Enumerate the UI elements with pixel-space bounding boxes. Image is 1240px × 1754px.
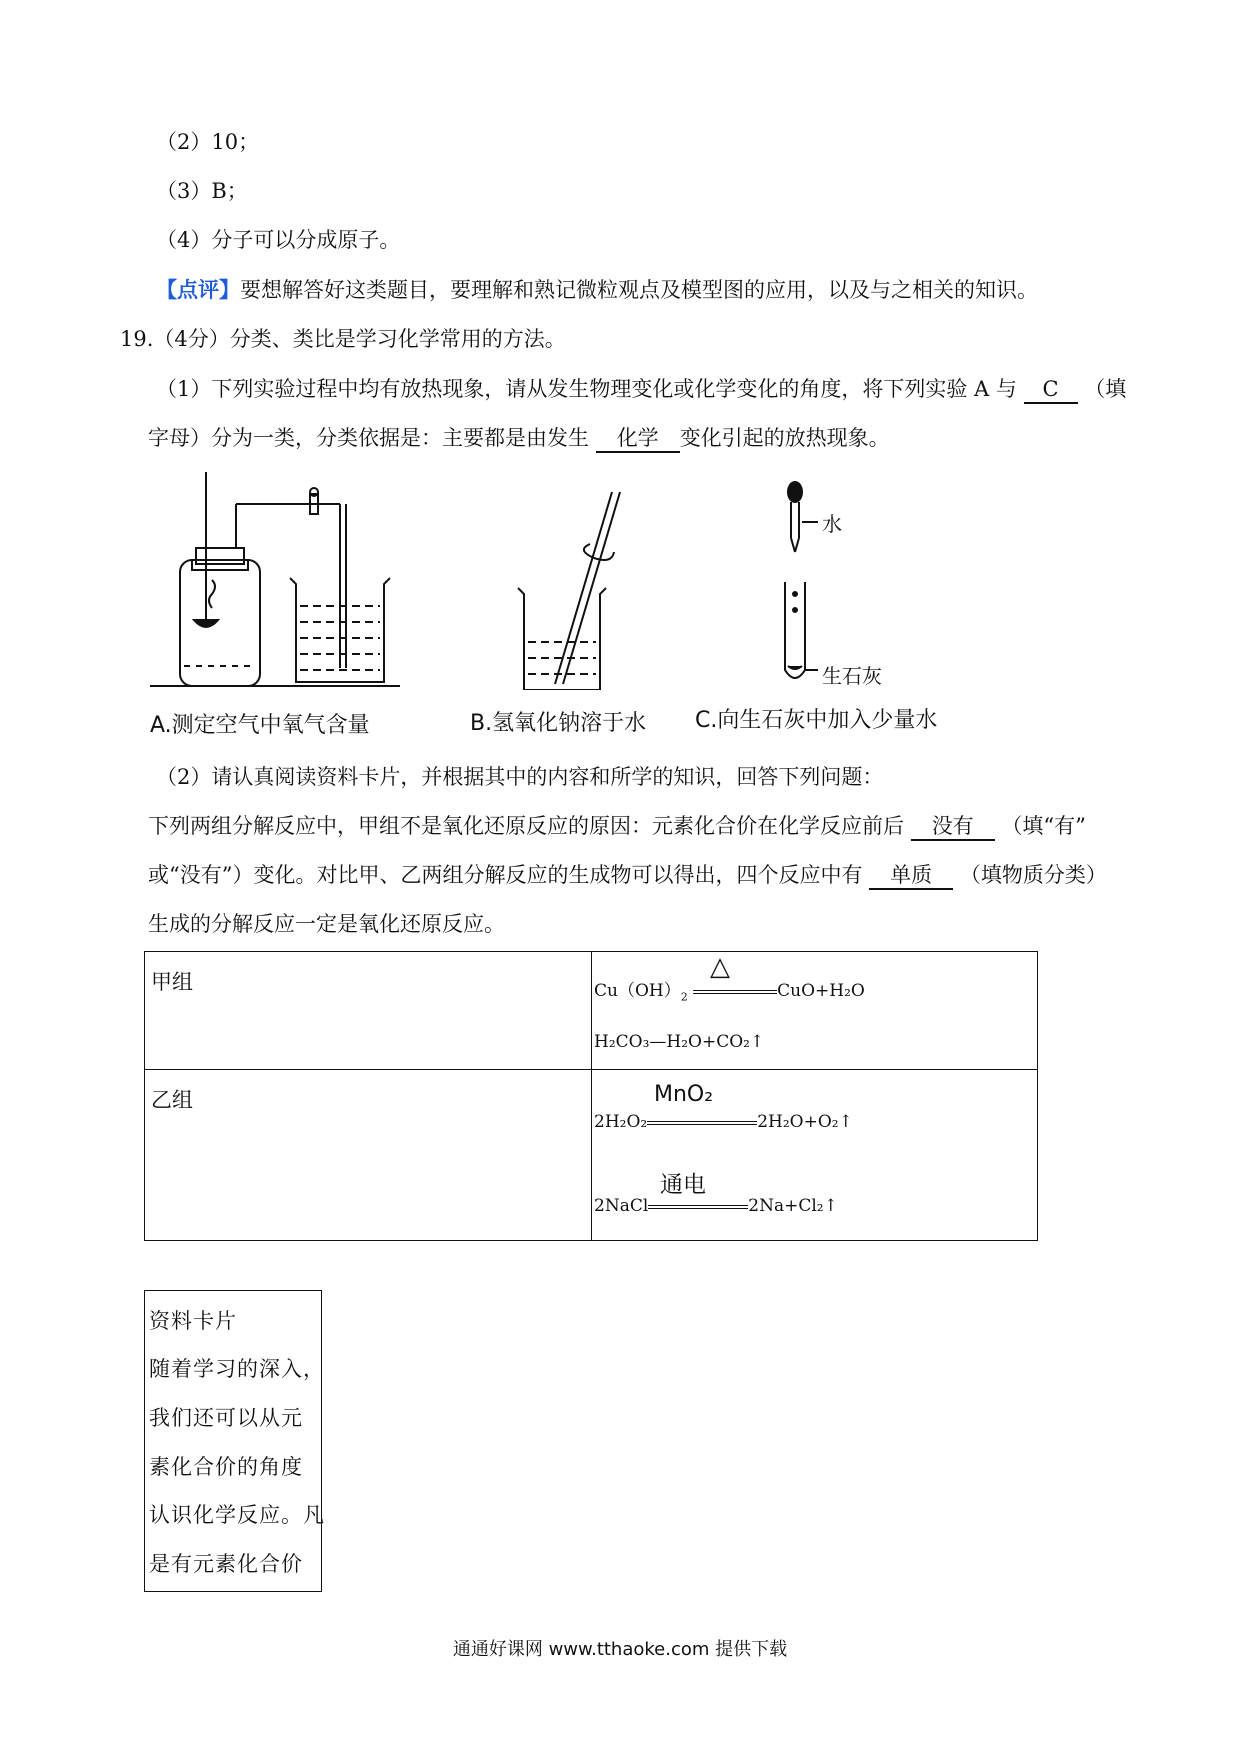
answer-3: （3）B；	[156, 179, 248, 203]
info-card-line: 随着学习的深入，	[149, 1357, 325, 1381]
eq1-subscript: 2	[680, 990, 688, 1004]
info-card-line: 我们还可以从元	[149, 1406, 303, 1430]
group-yi-equations	[592, 1070, 1038, 1241]
apparatus-b-beaker	[518, 492, 620, 690]
eq4-condition: 通电	[660, 1172, 706, 1199]
q19-answer-blank-2: 化学	[596, 425, 680, 453]
caption-a: A.测定空气中氧气含量	[150, 713, 370, 738]
caption-c: C.向生石灰中加入少量水	[695, 708, 938, 733]
q19-part1-text-c: 字母）分为一类，分类依据是：主要都是由发生	[148, 426, 589, 450]
experiment-figure	[150, 470, 980, 690]
q19-answer-blank-1: C	[1024, 376, 1078, 404]
reaction-groups-table	[144, 951, 1038, 1241]
eq1-products: CuO+H₂O	[777, 981, 865, 1001]
group-yi-cell	[145, 1070, 592, 1241]
q19-part2-line2	[148, 860, 1107, 890]
apparatus-a-jar	[150, 472, 400, 686]
info-card-line: 认识化学反应。凡	[149, 1503, 325, 1527]
label-quicklime: 生石灰	[822, 664, 882, 688]
equation-2: H₂CO₃—H₂O+CO₂↑	[594, 1032, 765, 1052]
apparatus-c-test-tube	[785, 482, 818, 678]
comment	[156, 275, 1038, 305]
q19-answer-blank-3: 没有	[911, 813, 995, 841]
q19-part2-line3: 生成的分解反应一定是氧化还原反应。	[148, 912, 505, 936]
q19-part2-text-a: 下列两组分解反应中，甲组不是氧化还原反应的原因：元素化合价在化学反应前后	[148, 814, 904, 838]
eq3-reactant: 2H₂O₂	[594, 1112, 648, 1133]
q19-part1-text-a: （1）下列实验过程中均有放热现象，请从发生物理变化或化学变化的角度，将下列实验 A 与	[156, 377, 1017, 401]
question-19-stem: 19.（4分）分类、类比是学习化学常用的方法。	[120, 327, 566, 351]
info-card-title: 资料卡片	[149, 1309, 237, 1333]
group-jia-cell	[145, 952, 592, 1070]
equation-3	[594, 1112, 853, 1132]
info-card-line: 素化合价的角度	[149, 1455, 303, 1479]
page-footer: 通通好课网 www.tthaoke.com 提供下载	[452, 1639, 788, 1660]
eq3-condition: MnO₂	[654, 1082, 714, 1108]
comment-text: 要想解答好这类题目，要理解和熟记微粒观点及模型图的应用，以及与之相关的知识。	[240, 278, 1038, 302]
info-card-line: 是有元素化合价	[149, 1552, 303, 1576]
q19-part2-intro: （2）请认真阅读资料卡片，并根据其中的内容和所学的知识，回答下列问题：	[156, 765, 884, 789]
eq3-products: 2H₂O+O₂↑	[757, 1112, 853, 1133]
q19-part1-line1	[156, 374, 1126, 404]
group-jia-equations	[592, 952, 1038, 1070]
comment-tag: 【点评】	[156, 277, 240, 302]
q19-part2-text-b: （填“有”	[1001, 814, 1086, 838]
q19-part2-text-c: 或“没有”）变化。对比甲、乙两组分解反应的生成物可以得出，四个反应中有	[148, 863, 863, 887]
q19-part2-line1	[148, 811, 1086, 841]
answer-4: （4）分子可以分成原子。	[156, 228, 401, 252]
eq1-condition: △	[710, 952, 730, 982]
q19-part1-line2	[148, 423, 890, 453]
info-card	[144, 1290, 325, 1592]
group-yi-label: 乙组	[151, 1088, 193, 1113]
eq1-reactant: Cu（OH）	[594, 981, 681, 1001]
q19-part1-text-b: （填	[1084, 377, 1127, 401]
group-jia-label: 甲组	[151, 970, 193, 994]
eq4-reactant: 2NaCl	[594, 1196, 649, 1217]
q19-part1-text-d: 变化引起的放热现象。	[679, 426, 890, 450]
label-water: 水	[822, 512, 842, 536]
eq4-products: 2Na+Cl₂↑	[748, 1196, 838, 1217]
q19-answer-blank-4: 单质	[869, 862, 953, 890]
answer-2: （2）10；	[156, 130, 260, 154]
equation-4	[594, 1196, 838, 1216]
q19-part2-text-d: （填物质分类）	[959, 863, 1107, 887]
caption-b: B.氢氧化钠溶于水	[470, 711, 647, 736]
